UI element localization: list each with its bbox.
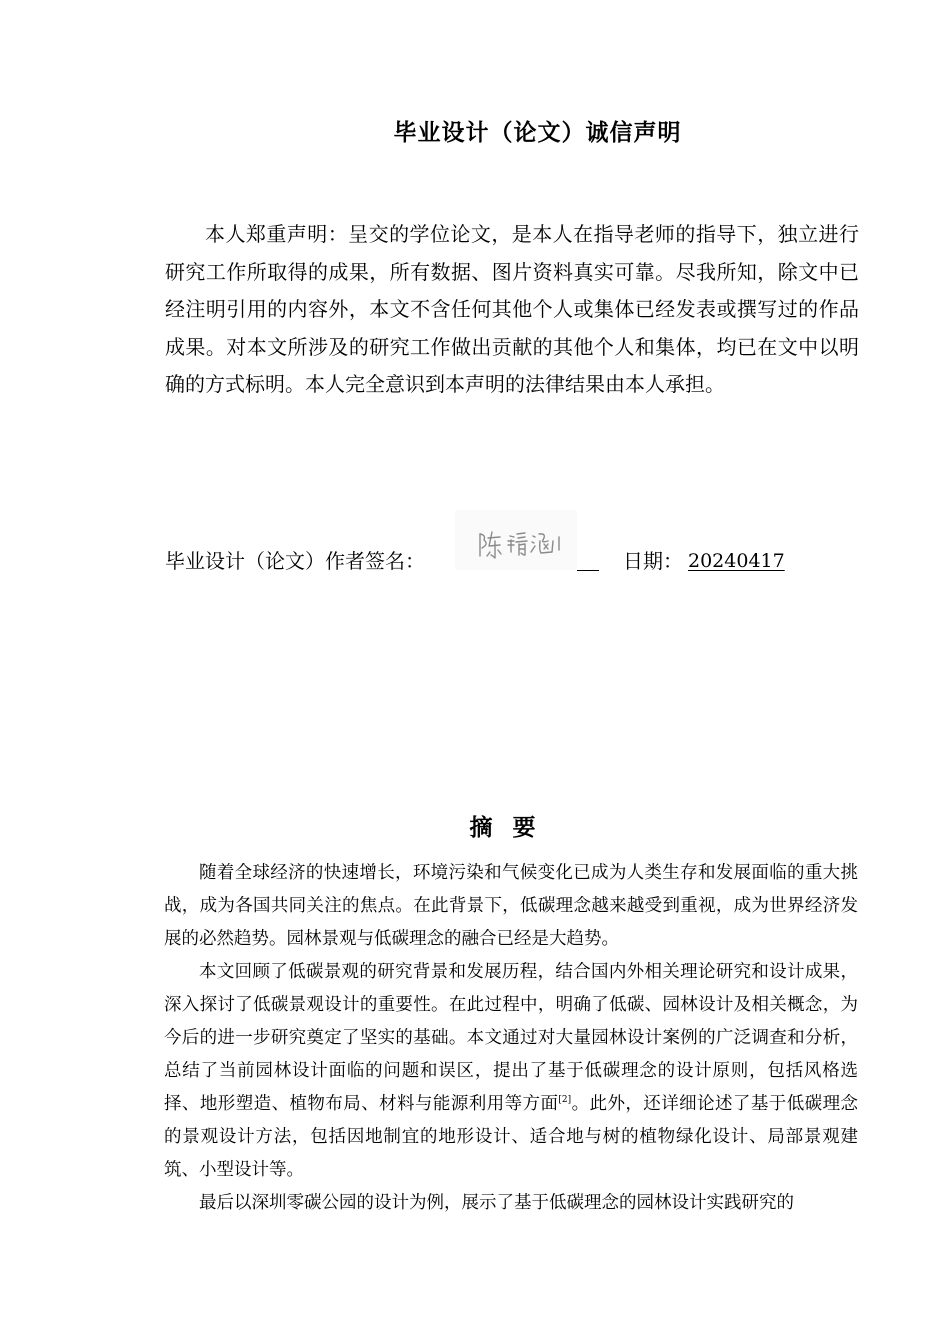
declaration-title: 毕业设计（论文）诚信声明 <box>393 120 682 146</box>
citation-ref: [2] <box>558 1095 572 1106</box>
abstract-paragraph-2-text-cont: 。此外，还详细论述了基于低碳理念的景观设计方法，包括因地制宜的地形设计、适合地与树的植物绿化设计、局部景观建筑、小型设计等。 <box>164 1094 858 1180</box>
date-label: 日期： <box>623 549 683 573</box>
abstract-body <box>164 857 858 1220</box>
abstract-paragraph-1: 随着全球经济的快速增长，环境污染和气候变化已成为人类生存和发展面临的重大挑战，成为各国共同关注的焦点。在此背景下，低碳理念越来越受到重视，成为世界经济发展的必然趋势。园林景观与低碳理念的融合已经是大趋势。 <box>164 863 858 949</box>
declaration-body: 本人郑重声明：呈交的学位论文，是本人在指导老师的指导下，独立进行研究工作所取得的成果，所有数据、图片资料真实可靠。尽我所知，除文中已经注明引用的内容外，本文不含任何其他个人或集体已经发表或撰写过的作品成果。对本文所涉及的研究工作做出贡献的其他个人和集体，均已在文中以明确的方式标明。本人完全意识到本声明的法律结果由本人承担。 <box>165 222 859 396</box>
handwritten-signature-image <box>455 510 577 570</box>
abstract-paragraph-3: 最后以深圳零碳公园的设计为例，展示了基于低碳理念的园林设计实践研究的 <box>199 1193 794 1213</box>
signature-label: 毕业设计（论文）作者签名： <box>165 549 425 573</box>
abstract-heading: 摘要 <box>469 815 556 841</box>
abstract-paragraph-2 <box>164 956 858 1187</box>
date-value: 20240417 <box>688 550 785 572</box>
abstract-paragraph-2-text: 本文回顾了低碳景观的研究背景和发展历程，结合国内外相关理论研究和设计成果，深入探讨了低碳景观设计的重要性。在此过程中，明确了低碳、园林设计及相关概念，为今后的进一步研究奠定了坚实的基础。本文通过对大量园林设计案例的广泛调查和分析，总结了当前园林设计面临的问题和误区，提出了基于低碳理念的设计原则，包括风格选择、地形塑造、植物布局、材料与能源利用等方面 <box>164 962 858 1114</box>
signature-row <box>165 544 865 578</box>
signature-blank-line <box>577 544 599 571</box>
